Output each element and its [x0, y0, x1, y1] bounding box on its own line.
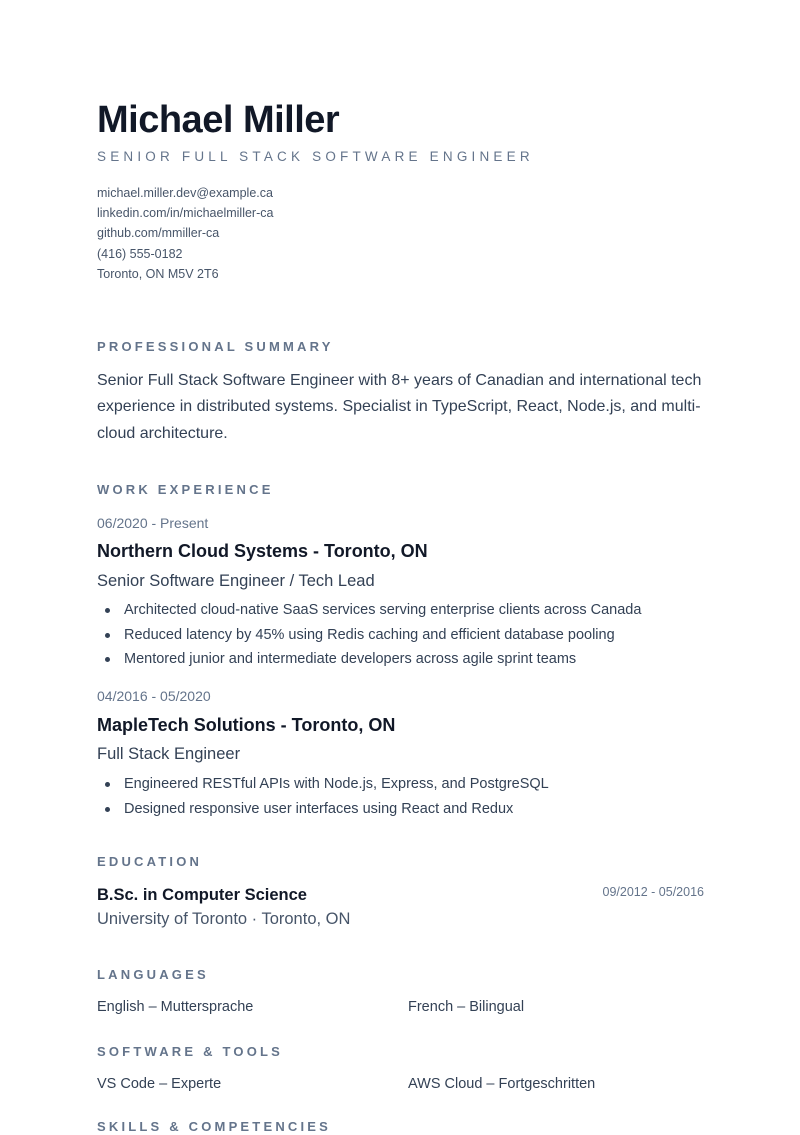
job-2-bullets — [97, 772, 549, 821]
contact-phone: (416) 555-0182 — [97, 246, 183, 261]
contact-address: Toronto, ON M5V 2T6 — [97, 266, 219, 281]
contact-block — [97, 183, 273, 284]
list-item: Designed responsive user interfaces using React and Redux — [97, 797, 549, 822]
education-section-title: EDUCATION — [97, 854, 203, 869]
education-school: University of Toronto · Toronto, ON — [97, 910, 351, 928]
list-item: Engineered RESTful APIs with Node.js, Express, and PostgreSQL — [97, 772, 549, 797]
tools-section-title: SOFTWARE & TOOLS — [97, 1044, 284, 1059]
tool-item: VS Code – Experte — [97, 1076, 222, 1092]
experience-section-title: WORK EXPERIENCE — [97, 482, 274, 497]
list-item: Reduced latency by 45% using Redis caching and efficient database pooling — [97, 623, 641, 648]
language-item: English – Muttersprache — [97, 999, 254, 1015]
job-1-bullets — [97, 598, 641, 672]
list-item: Mentored junior and intermediate developers across agile sprint teams — [97, 647, 641, 672]
candidate-name: Michael Miller — [97, 99, 340, 141]
job-1-role: Senior Software Engineer / Tech Lead — [97, 572, 375, 590]
job-2-dates: 04/2016 - 05/2020 — [97, 688, 211, 704]
education-dates: 09/2012 - 05/2016 — [602, 885, 704, 899]
tool-item: AWS Cloud – Fortgeschritten — [408, 1076, 596, 1092]
languages-section-title: LANGUAGES — [97, 967, 209, 982]
language-item: French – Bilingual — [408, 999, 525, 1015]
job-1-company: Northern Cloud Systems - Toronto, ON — [97, 541, 428, 561]
education-degree: B.Sc. in Computer Science — [97, 886, 307, 904]
skills-section-title: SKILLS & COMPETENCIES — [97, 1119, 332, 1134]
summary-section-title: PROFESSIONAL SUMMARY — [97, 339, 334, 354]
summary-text: Senior Full Stack Software Engineer with 8+ years of Canadian and international tech experience in distributed systems. Specialist in TypeScript, React, Node.js, and multi-cloud architecture. — [97, 372, 702, 442]
contact-email[interactable]: michael.miller.dev@example.ca — [97, 186, 273, 200]
job-2-company: MapleTech Solutions - Toronto, ON — [97, 715, 396, 735]
job-2-role: Full Stack Engineer — [97, 745, 241, 763]
job-1-dates: 06/2020 - Present — [97, 515, 209, 531]
contact-linkedin[interactable]: linkedin.com/in/michaelmiller-ca — [97, 206, 274, 221]
list-item: Architected cloud-native SaaS services serving enterprise clients across Canada — [97, 598, 641, 623]
job-headline: SENIOR FULL STACK SOFTWARE ENGINEER — [97, 149, 534, 164]
contact-github[interactable]: github.com/mmiller-ca — [97, 226, 220, 241]
